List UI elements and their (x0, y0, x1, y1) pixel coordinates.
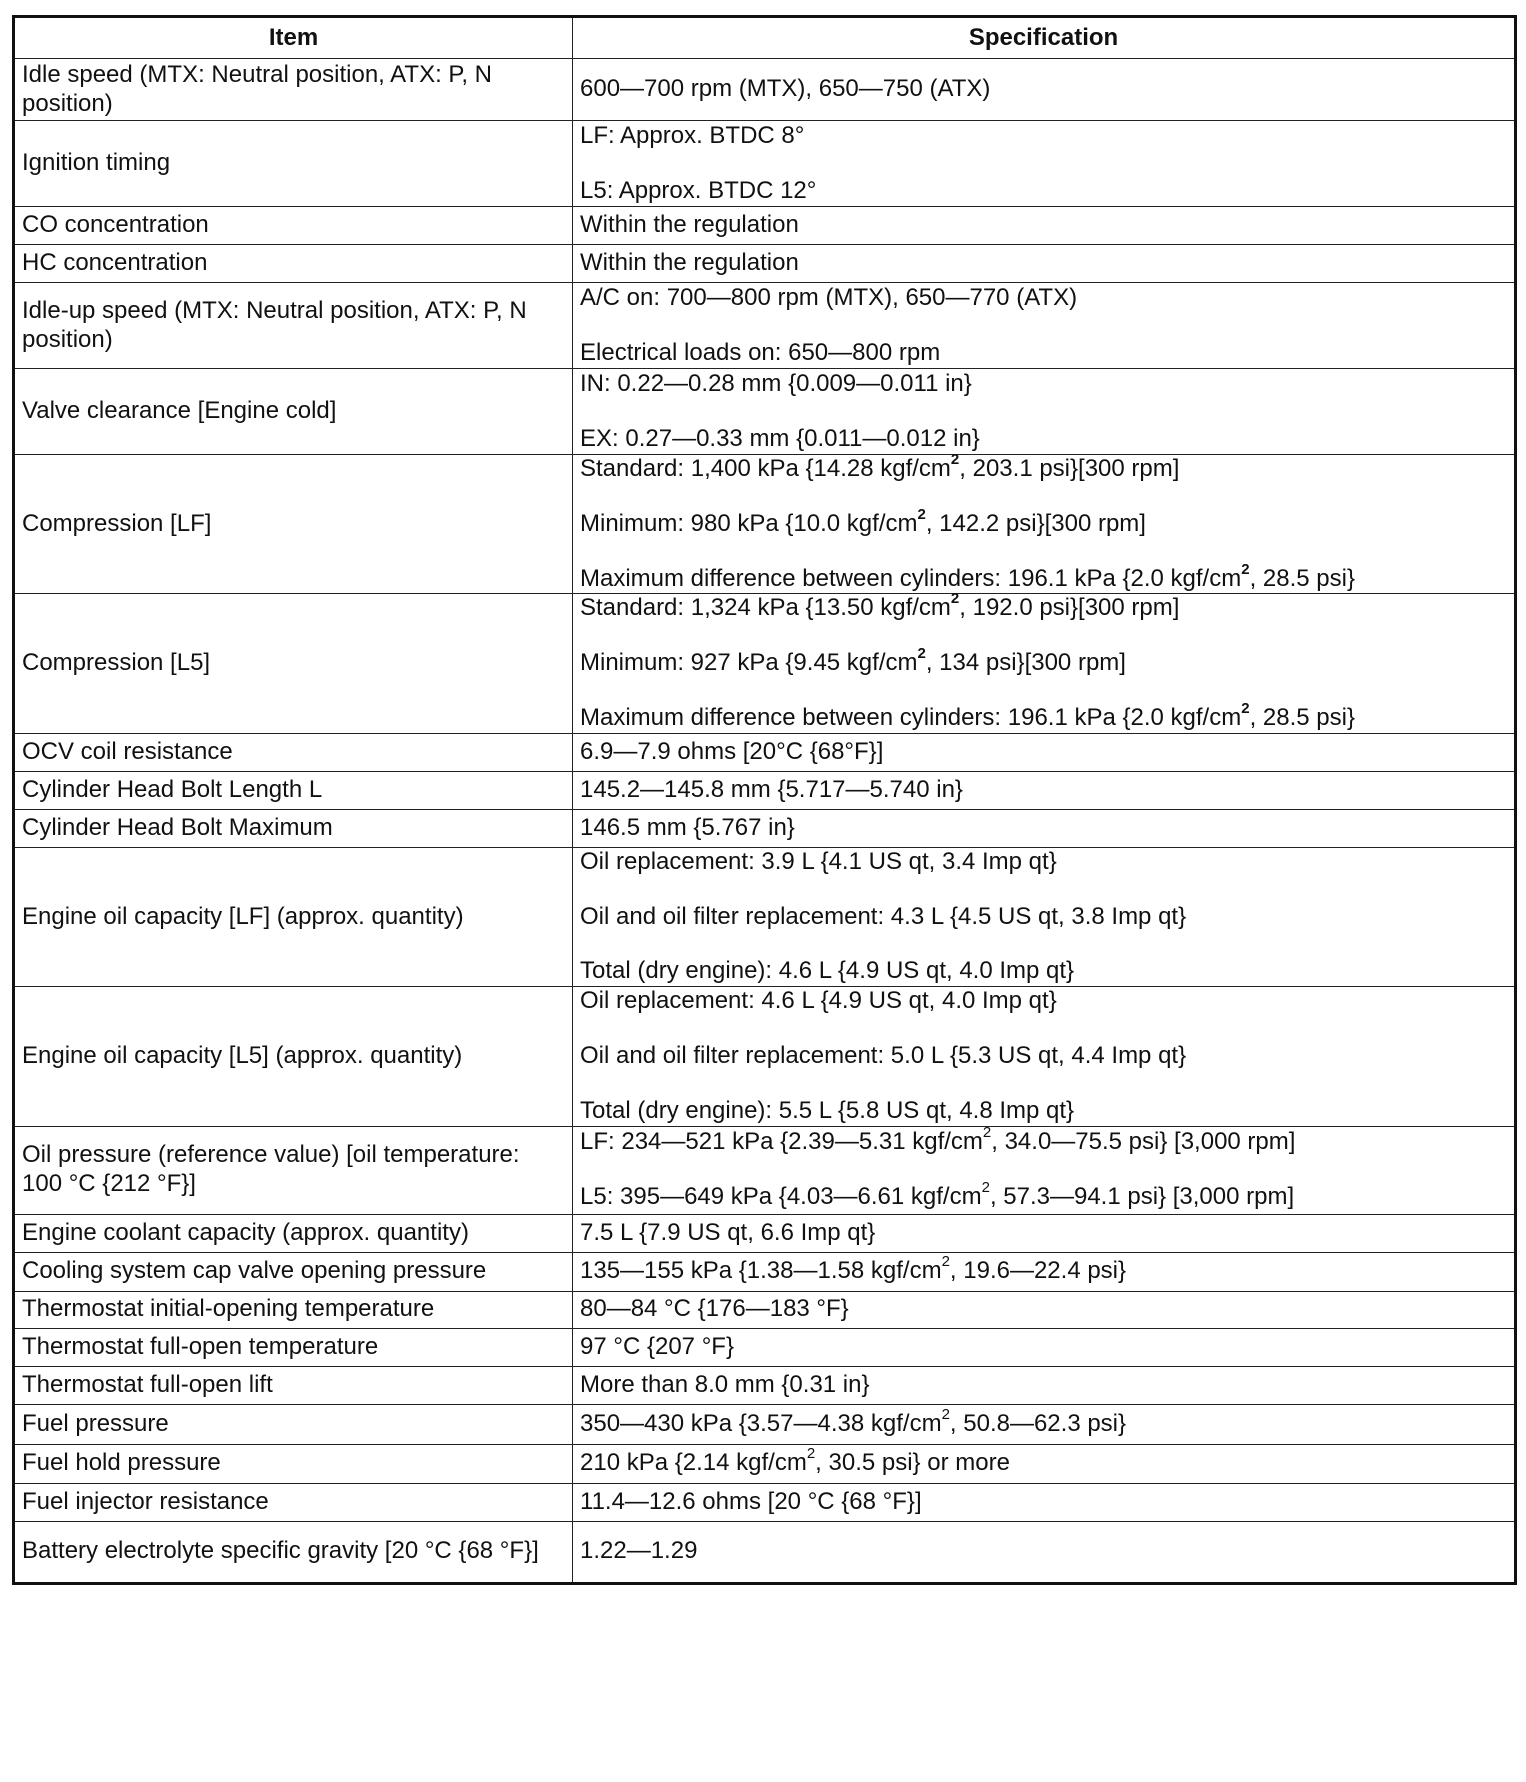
table-row (14, 594, 1516, 733)
specification-cell (573, 451, 1516, 594)
specification-line: More than 8.0 mm {0.31 in} (580, 1370, 870, 1398)
specification-line: Total (dry engine): 4.6 L {4.9 US qt, 4.0 Imp qt} (580, 957, 1075, 985)
table-row (14, 1404, 1516, 1444)
specification-line: Minimum: 980 kPa {10.0 kgf/$cm^2$, 142.2 psi}[300 rpm] (580, 505, 1146, 537)
table-row (14, 1521, 1516, 1583)
spec-table-body (14, 59, 1516, 1584)
specification-line: Standard: 1,400 kPa {14.28 kgf/$cm^2$, 203.1 psi}[300 rpm] (580, 451, 1180, 482)
item-cell: Battery electrolyte specific gravity [20 °C {68 °F}] (14, 1521, 573, 1583)
specification-cell (573, 1521, 1516, 1583)
item-cell: Engine oil capacity [LF] (approx. quantity) (14, 847, 573, 986)
specification-cell (573, 1444, 1516, 1483)
table-row (14, 121, 1516, 207)
specification-line: IN: 0.22—0.28 mm {0.009—0.011 in} (580, 369, 972, 397)
specification-cell (573, 590, 1516, 733)
specification-line: L5: 395—649 kPa {4.03—6.61 kgf/$cm^2$, 57.3—94.1 psi} [3,000 rpm] (580, 1179, 1295, 1211)
specification-line: 600—700 rpm (MTX), 650—750 (ATX) (580, 75, 991, 103)
table-row (14, 1444, 1516, 1483)
specification-cell (573, 207, 1516, 245)
item-cell: Engine coolant capacity (approx. quantity) (14, 1214, 573, 1252)
specification-line: Minimum: 927 kPa {9.45 kgf/$cm^2$, 134 psi}[300 rpm] (580, 645, 1126, 677)
table-row (14, 1252, 1516, 1291)
specification-line: 210 kPa {2.14 kgf/$cm^2$, 30.5 psi} or more (580, 1445, 1010, 1477)
superscript: 2 (981, 1179, 990, 1197)
item-cell: Ignition timing (14, 121, 573, 207)
specification-cell (573, 1214, 1516, 1252)
item-cell: Thermostat full-open lift (14, 1366, 573, 1404)
item-cell: CO concentration (14, 207, 573, 245)
specification-line: Total (dry engine): 5.5 L {5.8 US qt, 4.8 Imp qt} (580, 1096, 1075, 1124)
specification-line: Within the regulation (580, 211, 799, 239)
specification-cell (573, 121, 1516, 207)
item-cell: Fuel pressure (14, 1404, 573, 1444)
table-row (14, 733, 1516, 771)
table-row (14, 1291, 1516, 1328)
specification-cell (573, 1328, 1516, 1366)
specification-cell (573, 1483, 1516, 1521)
superscript: 2 (950, 590, 960, 608)
item-cell: Thermostat initial-opening temperature (14, 1291, 573, 1328)
item-cell: Engine oil capacity [L5] (approx. quantity) (14, 987, 573, 1126)
table-row (14, 1126, 1516, 1214)
table-row (14, 809, 1516, 847)
superscript: 2 (941, 1253, 950, 1271)
specification-line: Standard: 1,324 kPa {13.50 kgf/$cm^2$, 192.0 psi}[300 rpm] (580, 590, 1180, 622)
superscript: 2 (917, 505, 926, 523)
superscript: 2 (950, 451, 960, 468)
specification-line: 97 °C {207 °F} (580, 1332, 734, 1360)
table-row (14, 1328, 1516, 1366)
specification-line: Oil replacement: 4.6 L {4.9 US qt, 4.0 Imp qt} (580, 987, 1057, 1015)
item-cell: Cylinder Head Bolt Maximum (14, 809, 573, 847)
superscript: 2 (806, 1445, 816, 1463)
specification-line: Maximum difference between cylinders: 196.1 kPa {2.0 kgf/$cm^2$, 28.5 psi} (580, 699, 1355, 731)
table-row (14, 455, 1516, 594)
specification-line: LF: 234—521 kPa {2.39—5.31 kgf/$cm^2$, 34.0—75.5 psi} [3,000 rpm] (580, 1124, 1296, 1156)
specification-line: Oil and oil filter replacement: 5.0 L {5.3 US qt, 4.4 Imp qt} (580, 1041, 1187, 1069)
spec-table (12, 15, 1517, 1585)
specification-cell (573, 245, 1516, 283)
item-cell: Idle speed (MTX: Neutral position, ATX: P, N position) (14, 59, 573, 121)
table-row (14, 283, 1516, 369)
table-row (14, 847, 1516, 986)
specification-line: Oil and oil filter replacement: 4.3 L {4.5 US qt, 3.8 Imp qt} (580, 902, 1187, 930)
specification-line: Within the regulation (580, 249, 799, 277)
specification-cell (573, 1291, 1516, 1328)
item-cell: HC concentration (14, 245, 573, 283)
item-cell: Cooling system cap valve opening pressure (14, 1252, 573, 1291)
specification-cell (573, 987, 1516, 1126)
item-cell: Valve clearance [Engine cold] (14, 369, 573, 455)
table-row (14, 1483, 1516, 1521)
specification-line: L5: Approx. BTDC 12° (580, 176, 817, 204)
item-cell: Fuel hold pressure (14, 1444, 573, 1483)
specification-line: 145.2—145.8 mm {5.717—5.740 in} (580, 775, 963, 803)
header-row (14, 17, 1516, 59)
specification-cell (573, 809, 1516, 847)
specification-line: Maximum difference between cylinders: 196.1 kPa {2.0 kgf/$cm^2$, 28.5 psi} (580, 560, 1355, 592)
specification-line: A/C on: 700—800 rpm (MTX), 650—770 (ATX) (580, 283, 1078, 311)
table-row (14, 771, 1516, 809)
item-cell: Compression [L5] (14, 594, 573, 733)
table-row (14, 245, 1516, 283)
item-cell: OCV coil resistance (14, 733, 573, 771)
item-cell: Thermostat full-open temperature (14, 1328, 573, 1366)
superscript: 2 (917, 645, 926, 663)
specification-line: 146.5 mm {5.767 in} (580, 813, 795, 841)
specification-cell (573, 283, 1516, 369)
specification-line: 1.22—1.29 (580, 1537, 698, 1565)
table-row (14, 1214, 1516, 1252)
specification-line: Oil replacement: 3.9 L {4.1 US qt, 3.4 Imp qt} (580, 847, 1057, 875)
superscript: 2 (982, 1124, 992, 1142)
specification-cell (573, 59, 1516, 121)
specification-line: Electrical loads on: 650—800 rpm (580, 338, 941, 366)
specification-column-header: Specification (573, 17, 1516, 59)
superscript: 2 (1241, 699, 1250, 717)
specification-cell (573, 1366, 1516, 1404)
item-cell: Cylinder Head Bolt Length L (14, 771, 573, 809)
specification-line: LF: Approx. BTDC 8° (580, 121, 805, 149)
specification-cell (573, 771, 1516, 809)
specification-cell (573, 1126, 1516, 1214)
table-row (14, 1366, 1516, 1404)
specification-line: 350—430 kPa {3.57—4.38 kgf/$cm^2$, 50.8—62.3 psi} (580, 1405, 1127, 1437)
specification-line: EX: 0.27—0.33 mm {0.011—0.012 in} (580, 424, 980, 452)
specification-line: 7.5 L {7.9 US qt, 6.6 Imp qt} (580, 1218, 876, 1246)
specification-cell (573, 1252, 1516, 1291)
table-row (14, 987, 1516, 1126)
item-cell: Fuel injector resistance (14, 1483, 573, 1521)
specification-line: 11.4—12.6 ohms [20 °C {68 °F}] (580, 1487, 922, 1515)
superscript: 2 (1241, 560, 1250, 578)
item-cell: Oil pressure (reference value) [oil temperature: 100 °C {212 °F}] (14, 1126, 573, 1214)
specification-cell (573, 733, 1516, 771)
table-row (14, 207, 1516, 245)
item-cell: Compression [LF] (14, 455, 573, 594)
superscript: 2 (941, 1405, 950, 1423)
item-cell: Idle-up speed (MTX: Neutral position, ATX: P, N position) (14, 283, 573, 369)
specification-cell (573, 369, 1516, 455)
specification-line: 80—84 °C {176—183 °F} (580, 1295, 849, 1323)
specification-line: 135—155 kPa {1.38—1.58 kgf/$cm^2$, 19.6—22.4 psi} (580, 1253, 1127, 1285)
table-row (14, 369, 1516, 455)
specification-cell (573, 847, 1516, 986)
specification-cell (573, 1404, 1516, 1444)
item-column-header: Item (14, 17, 573, 59)
table-row (14, 59, 1516, 121)
specification-line: 6.9—7.9 ohms [20°C {68°F}] (580, 737, 884, 765)
